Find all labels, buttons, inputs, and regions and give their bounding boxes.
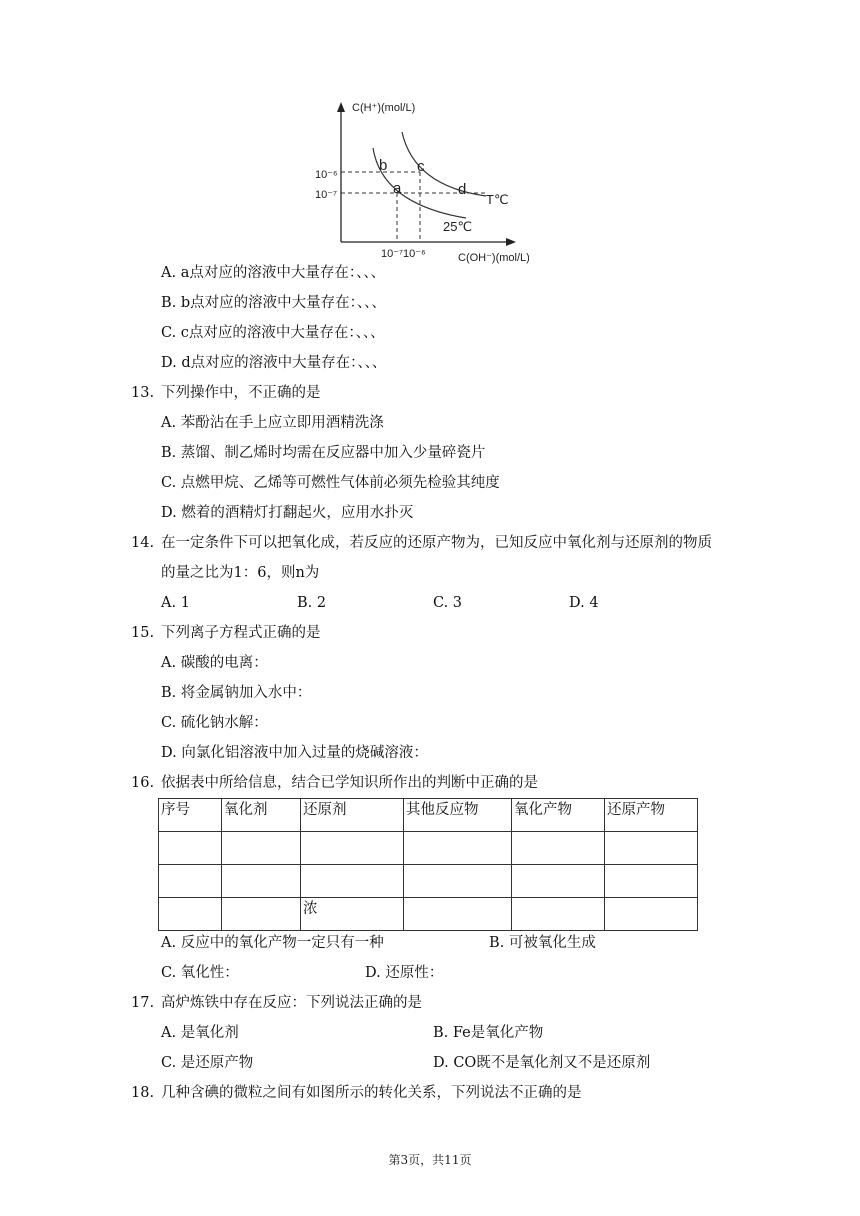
table-cell [404,898,512,931]
q13-option-c: C. 点燃甲烷、乙烯等可燃性气体前必须先检验其纯度 [161,475,500,491]
table-header-cell: 还原产物 [605,799,698,832]
table-header-cell: 序号 [159,799,222,832]
ion-product-graph [310,96,555,268]
q15-stem: 下列离子方程式正确的是 [161,625,321,641]
q17-stem: 高炉炼铁中存在反应：下列说法正确的是 [161,995,422,1011]
q16-option-c: C. 氧化性： [161,965,239,981]
page-footer: 第3页，共11页 [388,1153,472,1167]
q16-option-b: B. 可被氧化生成 [489,935,596,951]
q14-number: 14. [131,535,155,551]
q14-option-a: A. 1 [161,595,190,611]
q15-option-c: C. 硫化钠水解： [161,715,268,731]
table-cell [512,898,605,931]
y-tick-1e-6: 10⁻⁶ [315,169,338,181]
q17-option-d: D. CO既不是氧化剂又不是还原剂 [433,1055,651,1071]
table-header-cell: 其他反应物 [404,799,512,832]
table-cell [222,898,301,931]
curve-label-25: 25℃ [443,219,473,234]
table-cell [404,832,512,865]
q15-number: 15. [131,625,155,641]
table-cell [512,832,605,865]
table-row [159,898,698,931]
table-header-cell: 氧化剂 [222,799,301,832]
q18-stem: 几种含碘的微粒之间有如图所示的转化关系，下列说法不正确的是 [161,1085,582,1101]
table-cell [301,865,404,898]
x-axis-arrow [506,238,516,246]
point-label-d: d [458,181,467,198]
y-axis-arrow [337,102,345,112]
x-tick-labels: 10⁻⁷10⁻⁶ [381,248,426,260]
q16-table [158,798,698,931]
table-cell [301,832,404,865]
q18-number: 18. [131,1085,155,1101]
q13-option-b: B. 蒸馏、制乙烯时均需在反应器中加入少量碎瓷片 [161,445,486,461]
point-label-c: c [417,158,425,175]
table-header-row [159,799,698,832]
q14-option-b: B. 2 [297,595,327,611]
table-cell [222,865,301,898]
q14-option-c: C. 3 [433,595,463,611]
q14-stem-line2: 的量之比为1：6，则n为 [161,565,320,581]
table-cell: 浓 [301,898,404,931]
q15-option-a: A. 碳酸的电离： [161,655,268,671]
table-cell [159,832,222,865]
curve-TC [402,132,486,196]
q12-option-d: D. d点对应的溶液中大量存在：、、、 [161,355,387,371]
x-axis-label: C(OH⁻)(mol/L) [458,252,530,264]
q16-option-a: A. 反应中的氧化产物一定只有一种 [161,935,384,951]
table-cell [159,898,222,931]
table-header-cell: 还原剂 [301,799,404,832]
q15-option-d: D. 向氯化铝溶液中加入过量的烧碱溶液： [161,745,428,761]
q13-stem: 下列操作中，不正确的是 [161,385,321,401]
q12-option-c: C. c点对应的溶液中大量存在：、、、 [161,325,385,341]
q13-option-a: A. 苯酚沾在手上应立即用酒精洗涤 [161,415,384,431]
q16-number: 16. [131,775,155,791]
q12-option-a: A. a点对应的溶液中大量存在：、、、 [161,265,386,281]
table-cell [512,865,605,898]
q17-number: 17. [131,995,155,1011]
q13-number: 13. [131,385,155,401]
table-header-cell: 氧化产物 [512,799,605,832]
q14-stem-line1: 在一定条件下可以把氧化成，若反应的还原产物为，已知反应中氧化剂与还原剂的物质 [161,535,712,551]
q16-option-d: D. 还原性： [365,965,444,981]
q16-stem: 依据表中所给信息，结合已学知识所作出的判断中正确的是 [161,775,538,791]
point-label-b: b [379,157,388,174]
table-cell [404,865,512,898]
table-cell [605,832,698,865]
point-label-a: a [393,180,402,197]
q15-option-b: B. 将金属钠加入水中： [161,685,312,701]
table-cell [159,865,222,898]
table-cell [605,865,698,898]
q12-option-b: B. b点对应的溶液中大量存在：、、、 [161,295,386,311]
table-row [159,832,698,865]
q13-option-d: D. 燃着的酒精灯打翻起火，应用水扑灭 [161,505,414,521]
table-cell [222,832,301,865]
y-tick-1e-7: 10⁻⁷ [315,189,338,201]
q14-option-d: D. 4 [569,595,599,611]
y-axis-label: C(H⁺)(mol/L) [352,102,416,114]
q17-option-a: A. 是氧化剂 [161,1025,239,1041]
table-cell [605,898,698,931]
q17-option-b: B. Fe是氧化产物 [433,1025,544,1041]
q17-option-c: C. 是还原产物 [161,1055,254,1071]
table-row [159,865,698,898]
curve-label-T: T℃ [486,192,509,207]
